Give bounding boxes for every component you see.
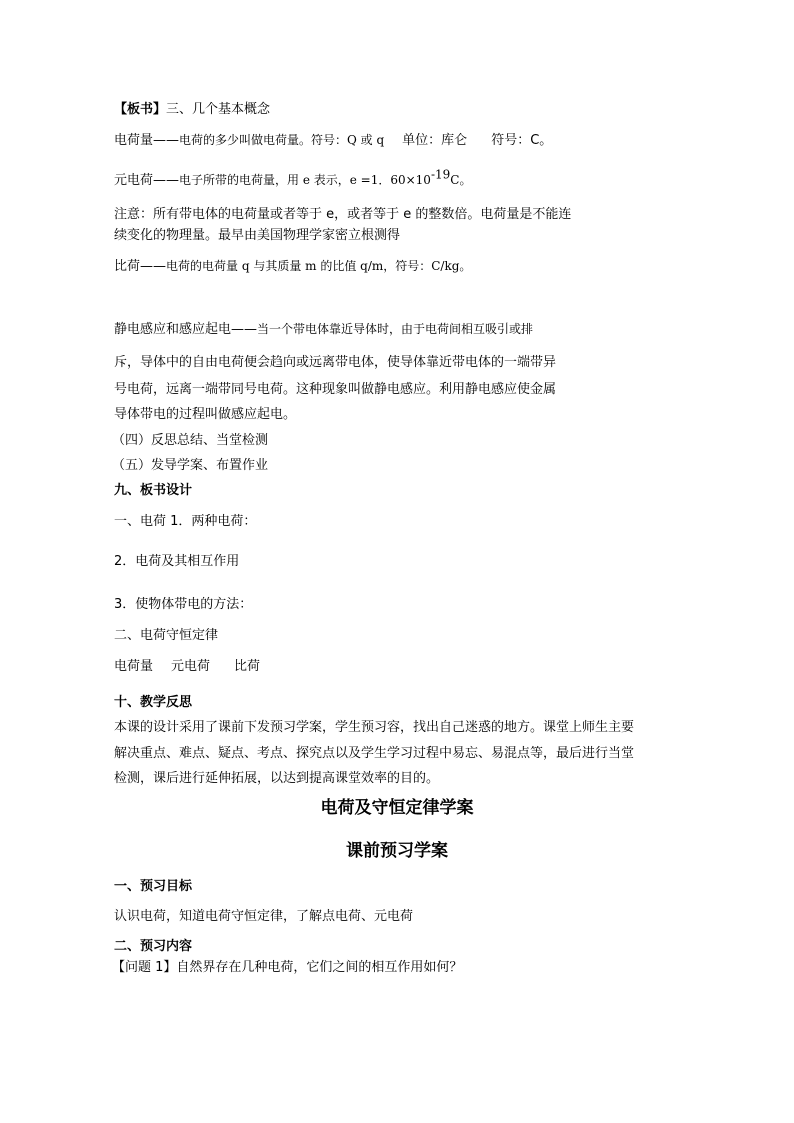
question-1-text: 自然界存在几种电荷，它们之间的相互作用如何？ [176, 960, 463, 975]
note-line-2: 续变化的物理量。最早由美国物理学家密立根测得 [114, 228, 401, 243]
elementary-charge-line [114, 167, 472, 190]
charge-quantity-unit: 单位：库仑 [402, 133, 468, 148]
note-line-1: 注意：所有带电体的电荷量或者等于 e，或者等于 e 的整数倍。电荷量是不能连 [114, 207, 572, 222]
induction-line-3: 号电荷，远离一端带同号电荷。这种现象叫做静电感应。利用静电感应使金属 [114, 382, 557, 397]
elementary-charge-unit: C。 [450, 173, 472, 187]
question-1 [112, 959, 462, 977]
question-1-label: 【问题 1】 [112, 960, 177, 975]
board-design-heading: 九、板书设计 [114, 483, 193, 498]
board-design-item-2: 2．电荷及其相互作用 [114, 554, 240, 569]
charge-quantity-def: 电荷的多少叫做电荷量。符号：Q 或 q [179, 133, 385, 147]
board-design-item-4: 二、电荷守恒定律 [114, 628, 219, 643]
induction-line-2: 斥，导体中的自由电荷便会趋向或远离带电体，使导体靠近带电体的一端带异 [114, 355, 557, 370]
specific-charge-line [114, 257, 471, 276]
induction-def: 当一个带电体靠近导体时，由于电荷间相互吸引或排 [257, 322, 534, 336]
induction-term: 静电感应和感应起电—— [114, 322, 258, 337]
induction-line-4: 导体带电的过程叫做感应起电。 [114, 407, 297, 422]
charge-quantity-term: 电荷量—— [114, 133, 180, 148]
step-4: （四）反思总结、当堂检测 [112, 433, 269, 448]
reflection-heading: 十、教学反思 [114, 695, 193, 710]
induction-line-1 [114, 320, 533, 339]
term-specific-charge: 比荷 [234, 659, 261, 674]
reflection-line-3: 检测，课后进行延伸拓展，以达到提高课堂效率的目的。 [114, 771, 440, 786]
elementary-charge-term: 元电荷—— [114, 173, 180, 188]
elementary-charge-exponent: -19 [430, 167, 451, 182]
content-heading: 二、预习内容 [114, 939, 193, 954]
goal-text: 认识电荷，知道电荷守恒定律，了解点电荷、元电荷 [114, 909, 414, 924]
reflection-line-2: 解决重点、难点、疑点、考点、探究点以及学生学习过程中易忘、易混点等，最后进行当堂 [114, 746, 635, 761]
charge-quantity-line [114, 131, 552, 150]
board-heading-text: 三、几个基本概念 [166, 102, 271, 117]
specific-charge-term: 比荷—— [114, 259, 167, 274]
term-elementary-charge: 元电荷 [171, 659, 211, 674]
board-design-item-1: 一、电荷 1．两种电荷： [114, 514, 257, 529]
step-5: （五）发导学案、布置作业 [112, 458, 269, 473]
charge-quantity-symbol: 符号：C。 [491, 133, 553, 148]
study-plan-title: 电荷及守恒定律学案 [320, 798, 474, 818]
board-design-terms [114, 658, 260, 676]
board-heading-bracket: 【板书】 [114, 102, 167, 117]
reflection-line-1: 本课的设计采用了课前下发预习学案，学生预习容，找出自己迷惑的地方。课堂上师生主要 [114, 720, 635, 735]
board-heading [114, 101, 270, 119]
goal-heading: 一、预习目标 [114, 879, 193, 894]
study-plan-subtitle: 课前预习学案 [346, 841, 448, 861]
elementary-charge-def: 电子所带的电荷量，用 e 表示，e =1．60×10 [179, 173, 431, 187]
specific-charge-def: 电荷的电荷量 q 与其质量 m 的比值 q/m，符号：C/kg。 [166, 259, 472, 273]
term-charge-quantity: 电荷量 [114, 659, 154, 674]
board-design-item-3: 3．使物体带电的方法： [114, 597, 253, 612]
